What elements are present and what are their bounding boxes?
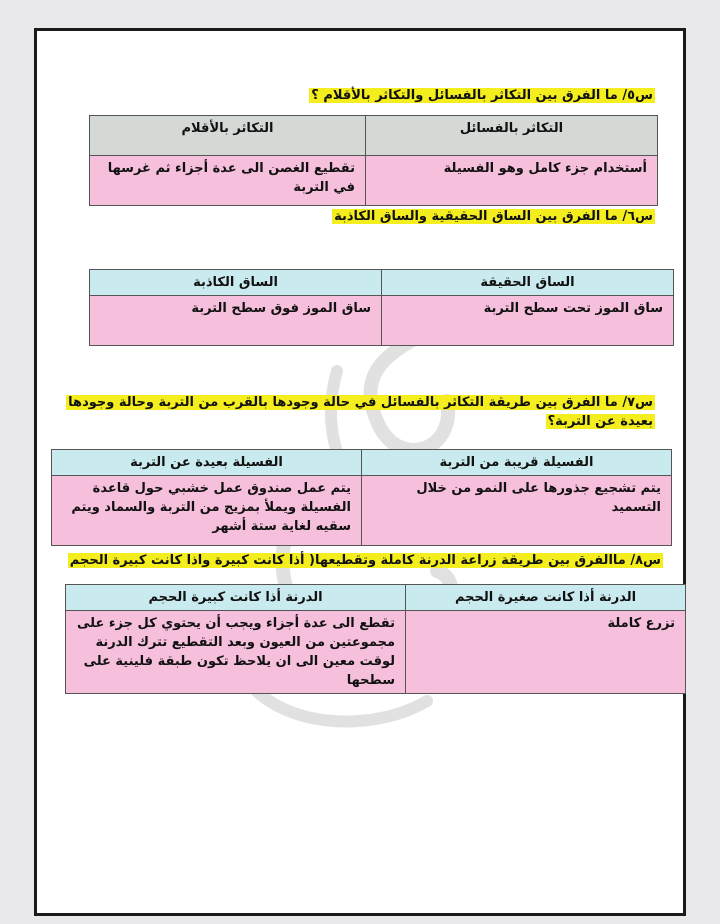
question-7-title: س٧/ ما الفرق بين طريقة التكاثر بالفسائل في حالة وجودها بالقرب من التربة وحالة وجودها بعيدة عن التربة؟ — [68, 395, 653, 429]
q6-cell-left: ساق الموز فوق سطح التربة — [90, 296, 382, 346]
q6-header-right: الساق الحقيقة — [382, 270, 674, 296]
question-6-title: س٦/ ما الفرق بين الساق الحقيقية والساق الكاذبة — [334, 209, 653, 224]
q8-header-right: الدرنة أذا كانت صغيرة الحجم — [406, 585, 686, 611]
q8-header-left: الدرنة أذا كانت كبيرة الحجم — [66, 585, 406, 611]
question-5-title: س٥/ ما الفرق بين التكاثر بالفسائل والتكاثر بالأقلام ؟ — [311, 88, 653, 103]
question-8-table — [65, 584, 686, 694]
q5-header-right: التكاثر بالفسائل — [366, 116, 658, 156]
question-7-table — [51, 449, 672, 546]
q7-header-left: الفسيلة بعيدة عن التربة — [52, 450, 362, 476]
q7-cell-right: يتم تشجيع جذورها على النمو من خلال التسميد — [362, 476, 672, 546]
q5-header-left: التكاثر بالأقلام — [90, 116, 366, 156]
q5-cell-right: أستخدام جزء كامل وهو الفسيلة — [366, 156, 658, 206]
q6-header-left: الساق الكاذبة — [90, 270, 382, 296]
q7-header-right: الفسيلة قريبة من التربة — [362, 450, 672, 476]
q7-cell-left: يتم عمل صندوق عمل خشبي حول قاعدة الفسيلة ويملأ بمزيج من التربة والسماد ويتم سقيه لغاية ستة أشهر — [52, 476, 362, 546]
q8-cell-right: تزرع كاملة — [406, 611, 686, 694]
document-page — [34, 28, 686, 916]
question-8-title: س٨/ ماالفرق بين طريقة زراعة الدرنة كاملة وتقطيعها( أذا كانت كبيرة واذا كانت كبيرة الحجم — [69, 553, 661, 568]
question-6-table — [89, 269, 674, 346]
question-5-table — [89, 115, 658, 206]
q8-cell-left: تقطع الى عدة أجزاء ويجب أن يحتوي كل جزء على مجموعتين من العيون وبعد التقطيع تترك الدرنة لوقت معين الى ان يلاحظ تكون طبقة فلينية على سطحها — [66, 611, 406, 694]
q5-cell-left: تقطيع الغصن الى عدة أجزاء ثم غرسها في التربة — [90, 156, 366, 206]
q6-cell-right: ساق الموز تحت سطح التربة — [382, 296, 674, 346]
